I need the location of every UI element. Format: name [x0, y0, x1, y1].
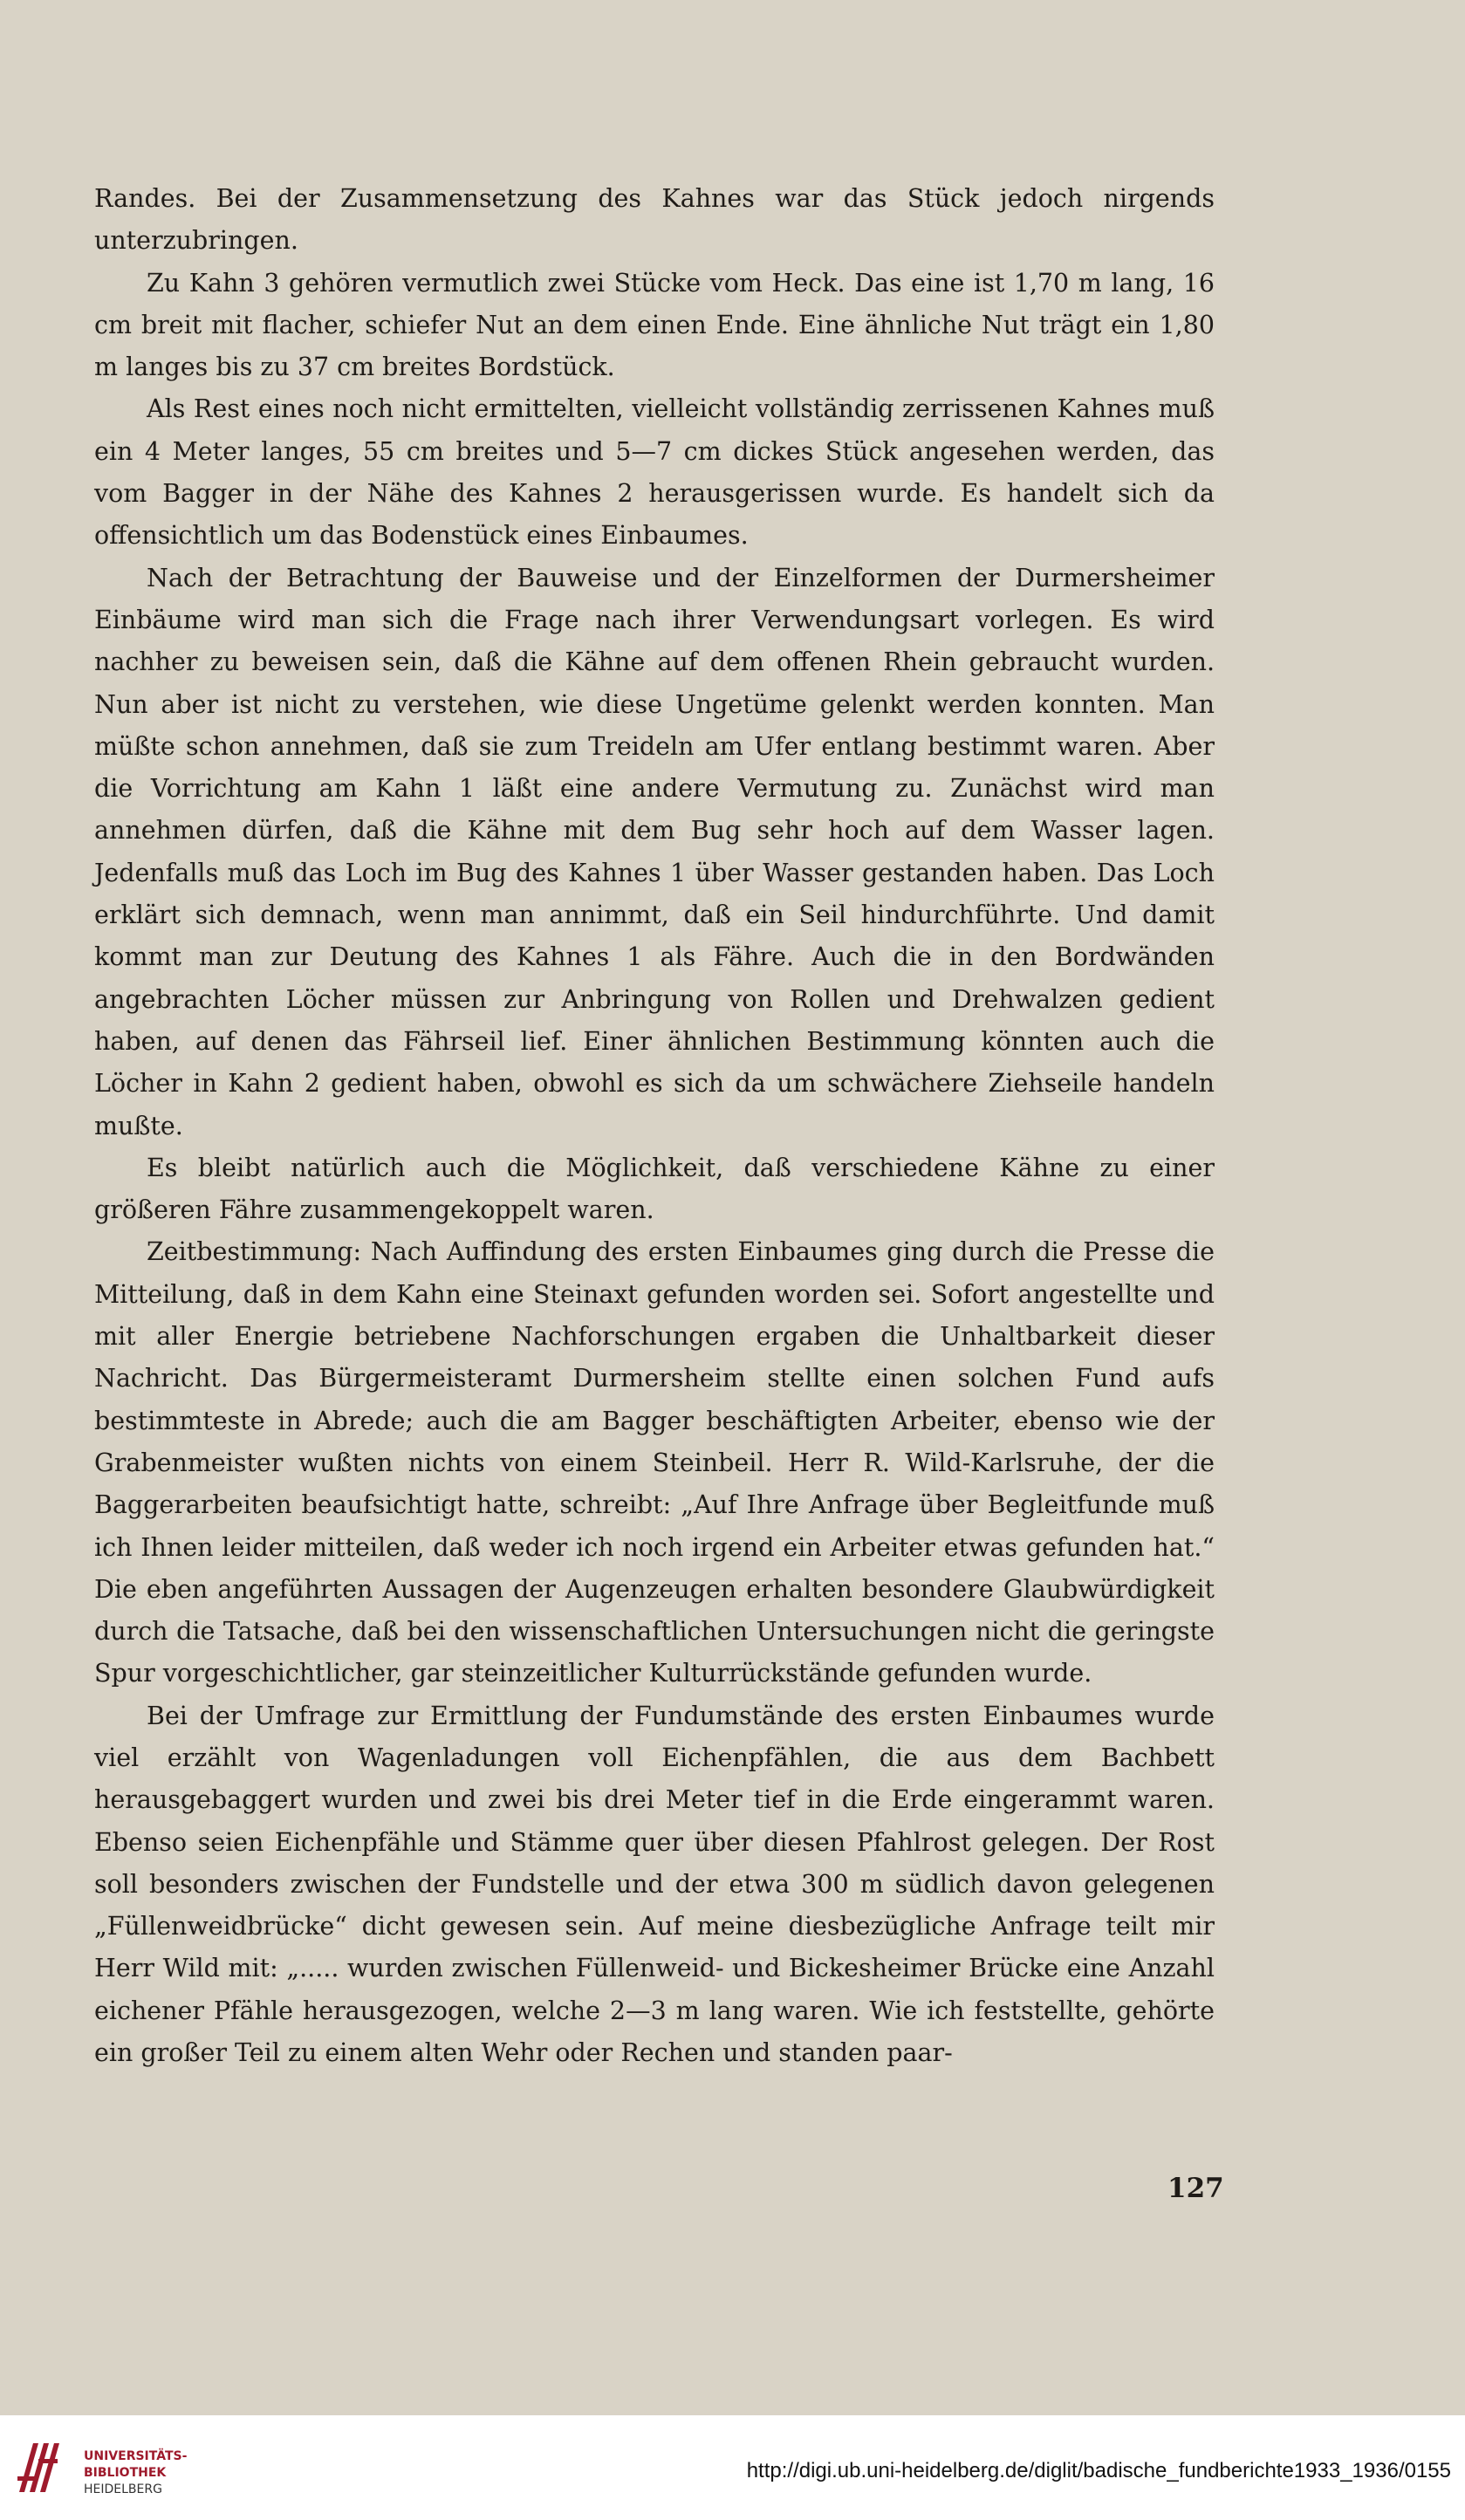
paragraph-6: Zeitbestimmung: Nach Auffindung des ersten Einbaumes ging durch die Presse die Mitteilung, daß in dem Kahn eine Steinaxt gefunden worden sei. Sofort angestellte und mit aller Energie betriebene Nachforschungen ergaben die Unhaltbarkeit dieser Nachricht. Das Bürgermeisteramt Durmersheim stellte einen solchen Fund aufs bestimmteste in Abrede; auch die am Bagger beschäftigten Arbeiter, ebenso wie der Grabenmeister wußten nichts von einem Steinbeil. Herr R. Wild-Karlsruhe, der die Baggerarbeiten beaufsichtigt hatte, schreibt: „Auf Ihre Anfrage über Begleitfunde muß ich Ihnen leider mitteilen, daß weder ich noch irgend ein Arbeiter etwas gefunden hat.“ Die eben angeführten Aussagen der Augenzeugen erhalten besondere Glaubwürdigkeit durch die Tatsache, daß bei den wissenschaftlichen Untersuchungen nicht die geringste Spur vorgeschichtlicher, gar steinzeitlicher Kulturrückstände gefunden wurde. — [94, 1237, 1215, 1688]
paragraph-5: Es bleibt natürlich auch die Möglichkeit, daß verschiedene Kähne zu einer größeren Fähre zusammengekoppelt waren. — [94, 1153, 1215, 1225]
logo-line-3: HEIDELBERG — [84, 2482, 162, 2496]
body-text — [94, 178, 1215, 2074]
logo-line-1: UNIVERSITÄTS- — [84, 2449, 188, 2463]
paragraph-2: Zu Kahn 3 gehören vermutlich zwei Stücke vom Heck. Das eine ist 1,70 m lang, 16 cm breit mit flacher, schiefer Nut an dem einen Ende. Eine ähnliche Nut trägt ein 1,80 m langes bis zu 37 cm breites Bordstück. — [94, 268, 1215, 382]
paragraph-4: Nach der Betrachtung der Bauweise und der Einzelformen der Durmersheimer Einbäume wird man sich die Frage nach ihrer Verwendungsart vorlegen. Es wird nachher zu beweisen sein, daß die Kähne auf dem offenen Rhein gebraucht wurden. Nun aber ist nicht zu verstehen, wie diese Ungetüme gelenkt werden konnten. Man müßte schon annehmen, daß sie zum Treideln am Ufer entlang bestimmt waren. Aber die Vorrichtung am Kahn 1 läßt eine andere Vermutung zu. Zunächst wird man annehmen dürfen, daß die Kähne mit dem Bug sehr hoch auf dem Wasser lagen. Jedenfalls muß das Loch im Bug des Kahnes 1 über Wasser gestanden haben. Das Loch erklärt sich demnach, wenn man annimmt, daß ein Seil hindurchführte. Und damit kommt man zur Deutung des Kahnes 1 als Fähre. Auch die in den Bordwänden angebrachten Löcher müssen zur Anbringung von Rollen und Drehwalzen gedient haben, auf denen das Fährseil lief. Einer ähnlichen Bestimmung könnten auch die Löcher in Kahn 2 gedient haben, obwohl es sich da um schwächere Ziehseile handeln mußte. — [94, 563, 1215, 1140]
logo-text — [84, 2448, 187, 2498]
logo-line-2: BIBLIOTHEK — [84, 2466, 167, 2480]
paragraph-3: Als Rest eines noch nicht ermittelten, vielleicht vollständig zerrissenen Kahnes muß ein 4 Meter langes, 55 cm breites und 5—7 cm dickes Stück angesehen werden, das vom Bagger in der Nähe des Kahnes 2 herausgerissen wurde. Es handelt sich da offensichtlich um das Bodenstück eines Einbaumes. — [94, 394, 1215, 551]
heidelberg-logo-icon — [16, 2441, 72, 2494]
library-logo[interactable] — [16, 2429, 190, 2508]
paragraph-1: Randes. Bei der Zusammensetzung des Kahnes war das Stück jedoch nirgends unterzubringen. — [94, 184, 1215, 256]
paragraph-7: Bei der Umfrage zur Ermittlung der Fundumstände des ersten Einbaumes wurde viel erzählt von Wagenladungen voll Eichenpfählen, die aus dem Bachbett herausgebaggert wurden und zwei bis drei Meter tief in die Erde eingerammt waren. Ebenso seien Eichenpfähle und Stämme quer über diesen Pfahlrost gelegen. Der Rost soll besonders zwischen der Fundstelle und der etwa 300 m südlich davon gelegenen „Füllenweidbrücke“ dicht gewesen sein. Auf meine diesbezügliche Anfrage teilt mir Herr Wild mit: „..... wurden zwischen Füllenweid- und Bickesheimer Brücke eine Anzahl eichener Pfähle herausgezogen, welche 2—3 m lang waren. Wie ich feststellte, gehörte ein großer Teil zu einem alten Wehr oder Rechen und standen paar- — [94, 1701, 1215, 2068]
source-url-link[interactable]: http://digi.ub.uni-heidelberg.de/diglit/badische_fundberichte1933_1936/0155 — [746, 2459, 1451, 2482]
footer-bar — [0, 2415, 1465, 2520]
page-number: 127 — [1167, 2173, 1224, 2204]
